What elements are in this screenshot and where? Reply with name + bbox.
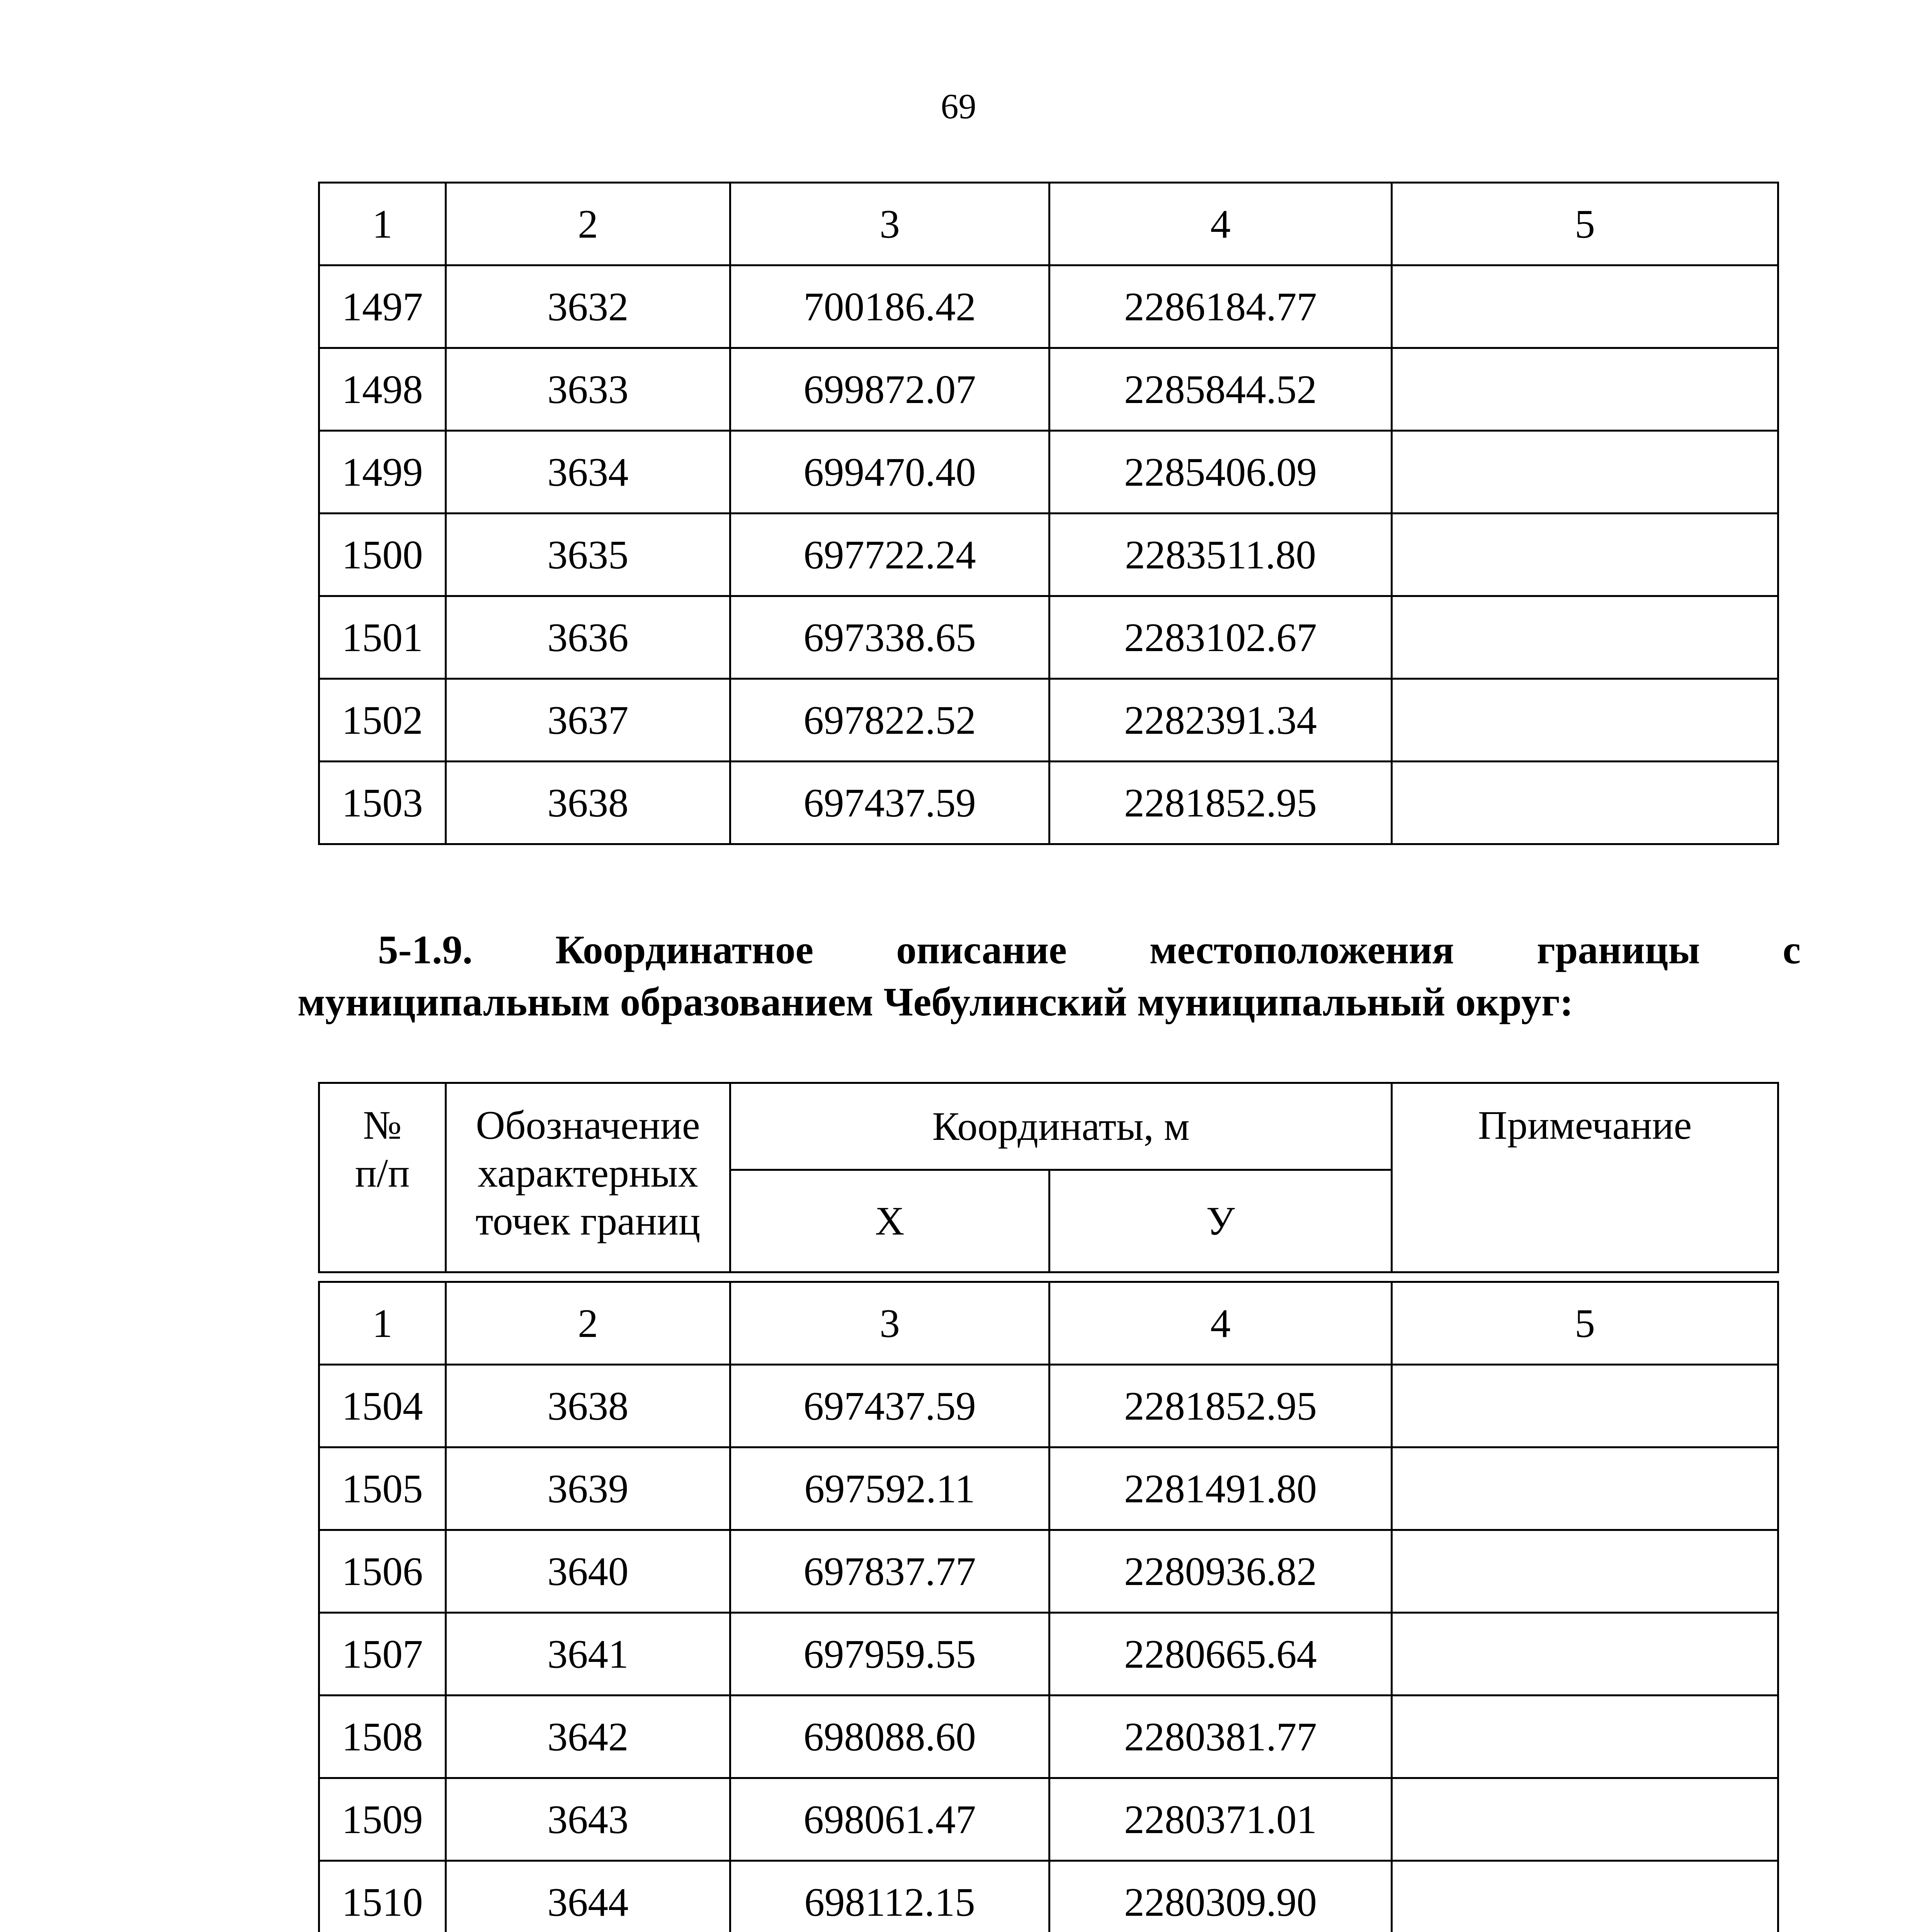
column-index-cell: 4 bbox=[1050, 183, 1392, 265]
table-cell-num: 1506 bbox=[319, 1530, 446, 1613]
table-cell-note bbox=[1392, 1778, 1778, 1861]
table-body bbox=[319, 183, 1778, 844]
table-cell-note bbox=[1392, 762, 1778, 844]
column-index-cell: 3 bbox=[730, 183, 1050, 265]
table-row bbox=[319, 514, 1778, 596]
table-cell-num: 1498 bbox=[319, 348, 446, 431]
table-row bbox=[319, 1778, 1778, 1861]
table-cell-x: 699470.40 bbox=[730, 431, 1050, 514]
column-index-cell: 2 bbox=[446, 183, 730, 265]
table-cell-num: 1502 bbox=[319, 679, 446, 762]
table-cell-note bbox=[1392, 1365, 1778, 1447]
table-cell-x: 698061.47 bbox=[730, 1778, 1050, 1861]
header-number-line: № bbox=[363, 1102, 402, 1148]
table-cell-x: 697959.55 bbox=[730, 1613, 1050, 1696]
table-cell-y: 2285406.09 bbox=[1050, 431, 1392, 514]
table-cell-y: 2281852.95 bbox=[1050, 762, 1392, 844]
table-row bbox=[319, 1447, 1778, 1530]
table-cell-num: 1505 bbox=[319, 1447, 446, 1530]
table-cell-num: 1500 bbox=[319, 514, 446, 596]
section-heading-line-2: муниципальным образованием Чебулинский муниципальный округ: bbox=[298, 979, 1573, 1024]
table-cell-note bbox=[1392, 1613, 1778, 1696]
table-body bbox=[319, 1282, 1778, 1932]
table-cell-x: 697437.59 bbox=[730, 762, 1050, 844]
header-coordinates: Координаты, м bbox=[730, 1083, 1392, 1170]
column-index-row bbox=[319, 1282, 1778, 1365]
table-cell-point: 3640 bbox=[446, 1530, 730, 1613]
table-cell-y: 2283102.67 bbox=[1050, 596, 1392, 679]
table-cell-num: 1508 bbox=[319, 1696, 446, 1778]
table-cell-point: 3637 bbox=[446, 679, 730, 762]
table-cell-note bbox=[1392, 1447, 1778, 1530]
header-point-line: Обозначение bbox=[476, 1102, 700, 1148]
column-index-row bbox=[319, 183, 1778, 265]
table-cell-x: 699872.07 bbox=[730, 348, 1050, 431]
coordinates-table-continued bbox=[318, 182, 1779, 845]
header-x: X bbox=[730, 1170, 1050, 1272]
table-row bbox=[319, 1861, 1778, 1932]
coordinates-table-header bbox=[318, 1082, 1779, 1273]
table-cell-y: 2283511.80 bbox=[1050, 514, 1392, 596]
page-number: 69 bbox=[941, 87, 976, 126]
table-cell-point: 3643 bbox=[446, 1778, 730, 1861]
table-cell-note bbox=[1392, 348, 1778, 431]
table-row bbox=[319, 679, 1778, 762]
section-heading-line-1 bbox=[298, 923, 1801, 976]
column-index-cell: 2 bbox=[446, 1282, 730, 1365]
table-cell-point: 3636 bbox=[446, 596, 730, 679]
table-cell-point: 3633 bbox=[446, 348, 730, 431]
column-index-cell: 5 bbox=[1392, 183, 1778, 265]
section-heading-word: границы bbox=[1537, 927, 1700, 972]
table-cell-y: 2282391.34 bbox=[1050, 679, 1392, 762]
table-cell-num: 1510 bbox=[319, 1861, 446, 1932]
table-row bbox=[319, 1530, 1778, 1613]
table-cell-y: 2280665.64 bbox=[1050, 1613, 1392, 1696]
header-number-line: п/п bbox=[355, 1150, 410, 1196]
section-heading bbox=[298, 923, 1801, 1028]
table-cell-y: 2280371.01 bbox=[1050, 1778, 1392, 1861]
table-cell-point: 3638 bbox=[446, 762, 730, 844]
table-cell-y: 2286184.77 bbox=[1050, 265, 1392, 348]
table-row bbox=[319, 596, 1778, 679]
table-cell-point: 3639 bbox=[446, 1447, 730, 1530]
table-cell-num: 1504 bbox=[319, 1365, 446, 1447]
table-cell-x: 697437.59 bbox=[730, 1365, 1050, 1447]
table-cell-num: 1497 bbox=[319, 265, 446, 348]
table-row bbox=[319, 1613, 1778, 1696]
table-cell-x: 697338.65 bbox=[730, 596, 1050, 679]
coordinates-table bbox=[318, 1281, 1779, 1932]
table-cell-x: 698088.60 bbox=[730, 1696, 1050, 1778]
header-y: У bbox=[1050, 1170, 1392, 1272]
table-cell-point: 3638 bbox=[446, 1365, 730, 1447]
table-cell-num: 1507 bbox=[319, 1613, 446, 1696]
table-row bbox=[319, 1696, 1778, 1778]
table-cell-num: 1499 bbox=[319, 431, 446, 514]
table-cell-x: 697837.77 bbox=[730, 1530, 1050, 1613]
table-cell-point: 3632 bbox=[446, 265, 730, 348]
table-row bbox=[319, 762, 1778, 844]
column-index-cell: 5 bbox=[1392, 1282, 1778, 1365]
table-cell-x: 697822.52 bbox=[730, 679, 1050, 762]
table-cell-y: 2280936.82 bbox=[1050, 1530, 1392, 1613]
table-cell-note bbox=[1392, 431, 1778, 514]
table-row bbox=[319, 1365, 1778, 1447]
table-cell-num: 1503 bbox=[319, 762, 446, 844]
table-cell-point: 3634 bbox=[446, 431, 730, 514]
section-heading-word: с bbox=[1783, 927, 1801, 972]
table-cell-point: 3641 bbox=[446, 1613, 730, 1696]
column-index-cell: 4 bbox=[1050, 1282, 1392, 1365]
table-cell-y: 2280309.90 bbox=[1050, 1861, 1392, 1932]
table-cell-x: 698112.15 bbox=[730, 1861, 1050, 1932]
table-cell-note bbox=[1392, 514, 1778, 596]
table-row bbox=[319, 265, 1778, 348]
header-point-line: точек границ bbox=[475, 1198, 701, 1243]
table-cell-num: 1501 bbox=[319, 596, 446, 679]
header-point-line: характерных bbox=[478, 1150, 698, 1196]
section-heading-word: Координатное bbox=[555, 927, 814, 972]
table-cell-x: 697592.11 bbox=[730, 1447, 1050, 1530]
column-index-cell: 1 bbox=[319, 1282, 446, 1365]
table-cell-y: 2280381.77 bbox=[1050, 1696, 1392, 1778]
table-row bbox=[319, 348, 1778, 431]
table-cell-point: 3642 bbox=[446, 1696, 730, 1778]
column-index-cell: 1 bbox=[319, 183, 446, 265]
table-cell-note bbox=[1392, 1861, 1778, 1932]
table-row bbox=[319, 431, 1778, 514]
table-cell-x: 700186.42 bbox=[730, 265, 1050, 348]
header-note: Примечание bbox=[1392, 1083, 1778, 1272]
header-point-designation bbox=[446, 1083, 730, 1272]
column-index-cell: 3 bbox=[730, 1282, 1050, 1365]
section-heading-word: 5-1.9. bbox=[378, 927, 473, 972]
table-cell-note bbox=[1392, 679, 1778, 762]
table-cell-y: 2285844.52 bbox=[1050, 348, 1392, 431]
table-cell-point: 3644 bbox=[446, 1861, 730, 1932]
table-cell-note bbox=[1392, 265, 1778, 348]
table-cell-y: 2281852.95 bbox=[1050, 1365, 1392, 1447]
section-heading-word: описание bbox=[896, 927, 1067, 972]
section-heading-word: местоположения bbox=[1149, 927, 1454, 972]
header-number bbox=[319, 1083, 446, 1272]
table-cell-point: 3635 bbox=[446, 514, 730, 596]
table-cell-note bbox=[1392, 1530, 1778, 1613]
table-cell-y: 2281491.80 bbox=[1050, 1447, 1392, 1530]
table-cell-note bbox=[1392, 596, 1778, 679]
table-cell-num: 1509 bbox=[319, 1778, 446, 1861]
table-cell-note bbox=[1392, 1696, 1778, 1778]
table-cell-x: 697722.24 bbox=[730, 514, 1050, 596]
